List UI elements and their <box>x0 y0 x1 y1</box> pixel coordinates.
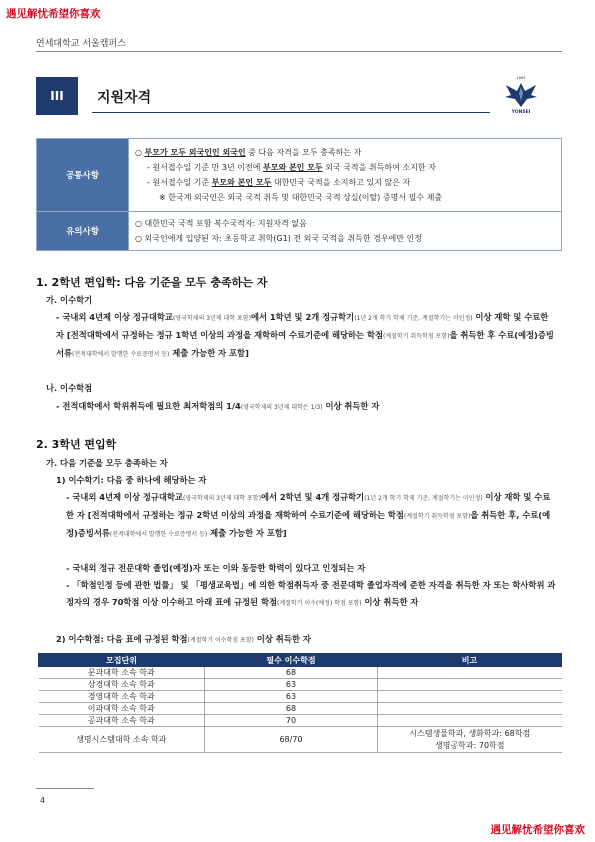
s1-b-heading: 나. 이수학점 <box>46 383 93 393</box>
notes-line-2: ○ 외국인에게 입양된 자: 초등학교 취학(G1) 전 외국 국적을 취득한 경우에만 인정 <box>135 234 423 243</box>
note-line-2: 생명공학과: 70학점 <box>434 740 505 750</box>
cell-note <box>378 679 562 691</box>
s2-heading: 2. 3학년 편입학 <box>36 438 117 451</box>
table-header-row <box>39 654 562 667</box>
cell-credits: 63 <box>205 679 378 691</box>
column-header-note: 비고 <box>378 654 562 667</box>
common-line-2: - 원서접수일 기준 만 3년 이전에 부모와 본인 모두 외국 국적을 취득하여 소지한 자 <box>147 163 436 172</box>
table-row <box>39 703 562 715</box>
table-row <box>39 727 562 753</box>
cell-credits: 63 <box>205 691 378 703</box>
svg-text:YONSEI: YONSEI <box>511 110 531 115</box>
common-row <box>37 139 562 212</box>
page-number: 4 <box>40 796 46 805</box>
section-title-underline <box>92 112 490 113</box>
cell-note <box>378 667 562 679</box>
s2-a-heading: 가. 다음 기준을 모두 충족하는 자 <box>46 458 168 468</box>
cell-unit: 상경대학 소속 학과 <box>39 679 205 691</box>
s2-item1-bullet-2: - 국내외 정규 전문대학 졸업(예정)자 또는 이와 동등한 학력이 있다고 인정되는 자 <box>66 563 366 573</box>
notes-line-1: ○ 대한민국 국적 포함 복수국적자: 지원자격 없음 <box>135 219 307 228</box>
cell-unit: 생명시스템대학 소속 학과 <box>39 727 205 753</box>
s1-a-paragraph: - 국내외 4년제 이상 정규대학교(영국학제의 3년제 대학 포함)에서 1학년 및 2개 정규학기(1년 2개 학기 학제 기준, 계절학기는 미인정) 이상 재학 및 수료한 자 [전적대학에서 규정하는 정규 1학년 이상의 과정을 재학하여 수료기준에 해당하는 학점(계절학기 취득학점 포함)을 취득한 후 수료(예정)증빙서류(전적대학에서 발행한 수료증명서 등) 제출 가능한 자 포함] <box>56 312 554 358</box>
cell-unit: 문과대학 소속 학과 <box>39 667 205 679</box>
column-header-credits: 필수 이수학점 <box>205 654 378 667</box>
cell-note <box>378 691 562 703</box>
common-content <box>129 139 562 212</box>
cell-unit: 공과대학 소속 학과 <box>39 715 205 727</box>
school-header: 연세대학교 서울캠퍼스 <box>36 39 126 49</box>
svg-text:1885: 1885 <box>516 76 526 80</box>
common-line-3: - 원서접수일 기준 부모와 본인 모두 대한민국 국적을 소지하고 있지 않은 자 <box>147 178 411 187</box>
cell-unit: 이과대학 소속 학과 <box>39 703 205 715</box>
common-line-4: ※ 한국계 외국인은 외국 국적 취득 및 대한민국 국적 상실(이탈) 증명서 필수 제출 <box>159 193 443 202</box>
s2-item1-heading: 1) 이수학기: 다음 중 하나에 해당하는 자 <box>56 475 207 485</box>
s1-heading: 1. 2학년 편입학: 다음 기준을 모두 충족하는 자 <box>36 276 268 289</box>
table-row <box>39 715 562 727</box>
header-divider <box>36 51 562 52</box>
table-row <box>39 667 562 679</box>
table-row <box>39 691 562 703</box>
s1-a-heading: 가. 이수학기 <box>46 295 93 305</box>
common-label: 공통사항 <box>37 139 129 212</box>
common-line-1: ○ 부모가 모두 외국인인 외국인 중 다음 자격을 모두 충족하는 자 <box>135 148 362 157</box>
s2-item1-bullet-1: - 국내외 4년제 이상 정규대학교(영국학제의 3년제 대학 포함)에서 2학년 및 4개 정규학기(1년 2개 학기 학제 기준, 계절학기는 미인정) 이상 재학 및 수료한 자 [전적대학에서 규정하는 정규 2학년 이상의 과정을 재학하여 수료기준에 해당하는 학점(계절학기 취득학점 포함)을 취득한 후, 수료(예정)증빙서류(전적대학에서 발행한 수료증명서 등) 제출 가능한 자 포함] <box>66 492 551 538</box>
note-line-1: 시스템생물학과, 생화학과: 68학점 <box>409 728 531 738</box>
s2-item1-bullet-3: - 「학점인정 등에 관한 법률」 및 「평생교육법」에 의한 학점취득자 중 전문대학 졸업자격에 준한 자격을 취득한 자 또는 학사학위 과정자의 경우 70학점 이상 이수하고 아래 표에 규정된 학점(계절학기 이수(예정) 학점 포함) 이상 취득한 자 <box>66 580 556 607</box>
cell-credits: 68 <box>205 703 378 715</box>
cell-credits: 68/70 <box>205 727 378 753</box>
cell-unit: 경영대학 소속 학과 <box>39 691 205 703</box>
section-title: 지원자격 <box>97 90 152 106</box>
cell-credits: 70 <box>205 715 378 727</box>
cell-credits: 68 <box>205 667 378 679</box>
section-number: III <box>50 89 64 103</box>
notes-row <box>37 212 562 251</box>
notes-content <box>129 212 562 251</box>
eligibility-info-table <box>36 138 562 251</box>
footer-divider <box>36 788 94 789</box>
watermark-top: 遇见解忧希望你喜欢 <box>6 8 101 20</box>
required-credits-table <box>38 653 562 753</box>
section-number-box <box>36 77 78 115</box>
s2-item2-heading: 2) 이수학점: 다음 표에 규정된 학점(계절학기 이수학점 포함) 이상 취득한 자 <box>56 634 311 644</box>
notes-label: 유의사항 <box>37 212 129 251</box>
yonsei-eagle-logo-icon <box>500 73 542 115</box>
watermark-bottom: 遇见解忧希望你喜欢 <box>490 824 585 836</box>
s1-b-paragraph: - 전적대학에서 학위취득에 필요한 최저학점의 1/4(영국학제의 3년제 대학은 1/3) 이상 취득한 자 <box>56 401 380 411</box>
cell-note <box>378 715 562 727</box>
cell-note <box>378 727 562 753</box>
cell-note <box>378 703 562 715</box>
column-header-unit: 모집단위 <box>39 654 205 667</box>
table-row <box>39 679 562 691</box>
